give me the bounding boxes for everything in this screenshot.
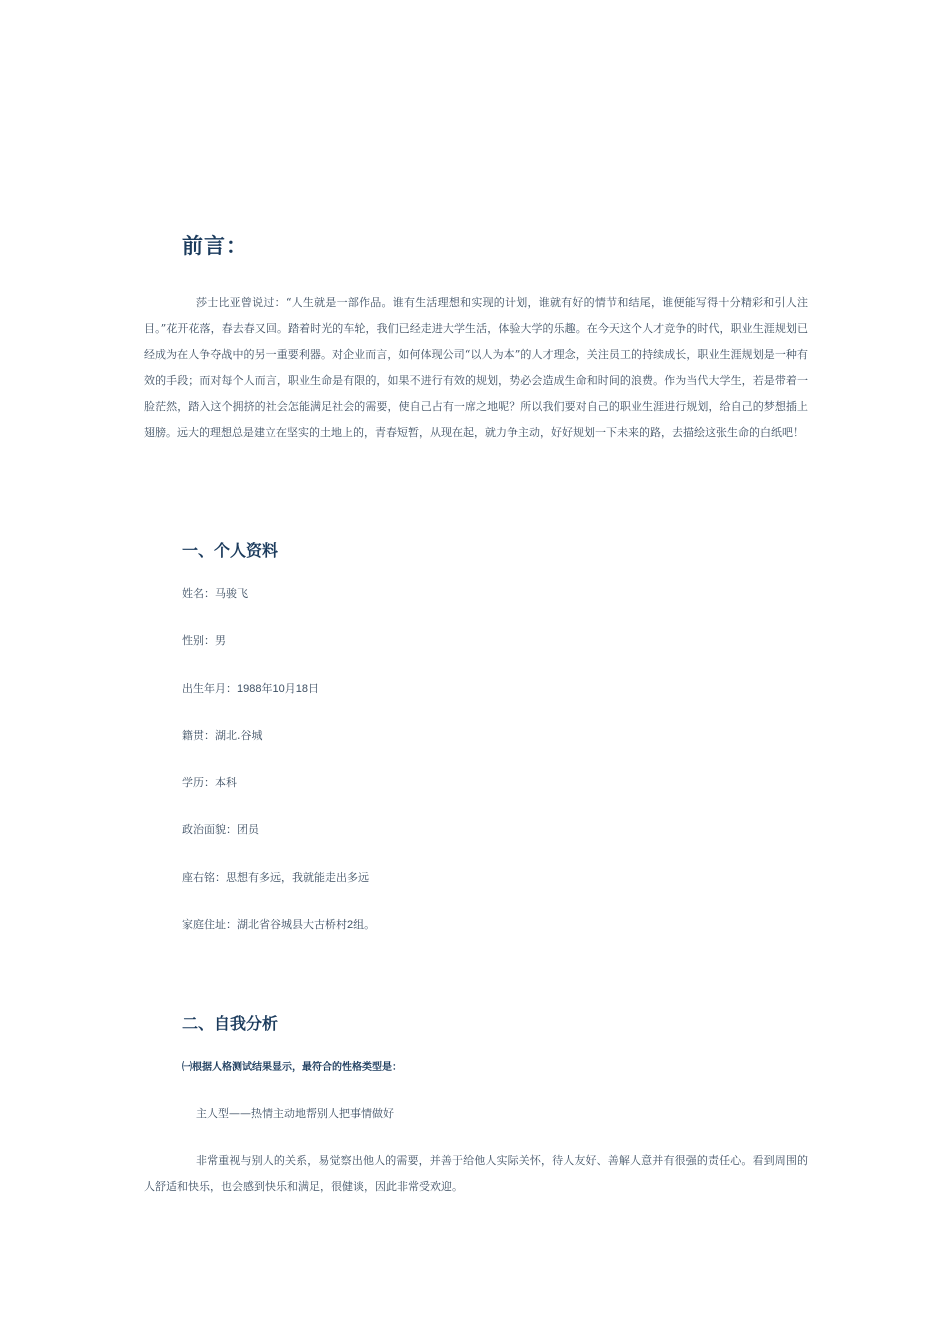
info-education: 学历：本科: [182, 776, 237, 790]
info-political-status: 政治面貌：团员: [182, 823, 259, 837]
personality-test-subheading: ㈠根据人格测试结果显示，最符合的性格类型是：: [182, 1062, 402, 1073]
personality-type-line: 主人型——热情主动地帮别人把事情做好: [196, 1107, 394, 1120]
personality-description: 非常重视与别人的关系，易觉察出他人的需要，并善于给他人实际关怀，待人友好、善解人意并有很强的责任心。看到周围的人舒适和快乐，也会感到快乐和满足，很健谈，因此非常受欢迎。: [144, 1154, 808, 1193]
info-gender: 性别：男: [182, 634, 226, 648]
birth-day: 18: [295, 682, 308, 695]
birth-day-unit: 日: [307, 681, 319, 695]
info-hometown: 籍贯：湖北.谷城: [182, 728, 263, 742]
address-prefix: 家庭住址：湖北省谷城县大古桥村: [182, 918, 347, 932]
birth-year-unit: 年: [261, 681, 273, 695]
birth-month: 10: [272, 682, 285, 695]
info-address: [182, 915, 375, 962]
info-motto: 座右铭：思想有多远，我就能走出多远: [182, 870, 369, 884]
personal-info-list: [182, 584, 375, 962]
address-number: 2: [347, 919, 354, 932]
info-name: 姓名：马骏飞: [182, 587, 248, 600]
foreword-paragraph: 莎士比亚曾说过：“人生就是一部作品。谁有生活理想和实现的计划，谁就有好的情节和结尾，谁便能写得十分精彩和引人注目。”花开花落，春去春又回。踏着时光的车轮，我们已经走进大学生活，体验大学的乐趣。在今天这个人才竞争的时代，职业生涯规划已经成为在人争夺战中的另一重要利器。对企业而言，如何体现公司“以人为本”的人才理念，关注员工的持续成长，职业生涯规划是一种有效的手段；而对每个人而言，职业生命是有限的，如果不进行有效的规划，势必会造成生命和时间的浪费。作为当代大学生，若是带着一脸茫然，踏入这个拥挤的社会怎能满足社会的需要，使自己占有一席之地呢？所以我们要对自己的职业生涯进行规划，给自己的梦想插上翅膀。远大的理想总是建立在坚实的土地上的，青春短暂，从现在起，就力争主动，好好规划一下未来的路，去描绘这张生命的白纸吧！: [144, 296, 808, 439]
info-birth-date: [182, 679, 375, 726]
self-analysis-heading: 二、自我分析: [182, 1014, 279, 1033]
foreword-heading: 前言：: [182, 234, 248, 258]
birth-month-unit: 月: [284, 681, 296, 695]
address-suffix: 组。: [353, 918, 376, 932]
personal-info-heading: 一、个人资料: [182, 541, 279, 560]
birth-year: 1988: [237, 682, 262, 695]
birth-label: 出生年月：: [182, 681, 237, 695]
